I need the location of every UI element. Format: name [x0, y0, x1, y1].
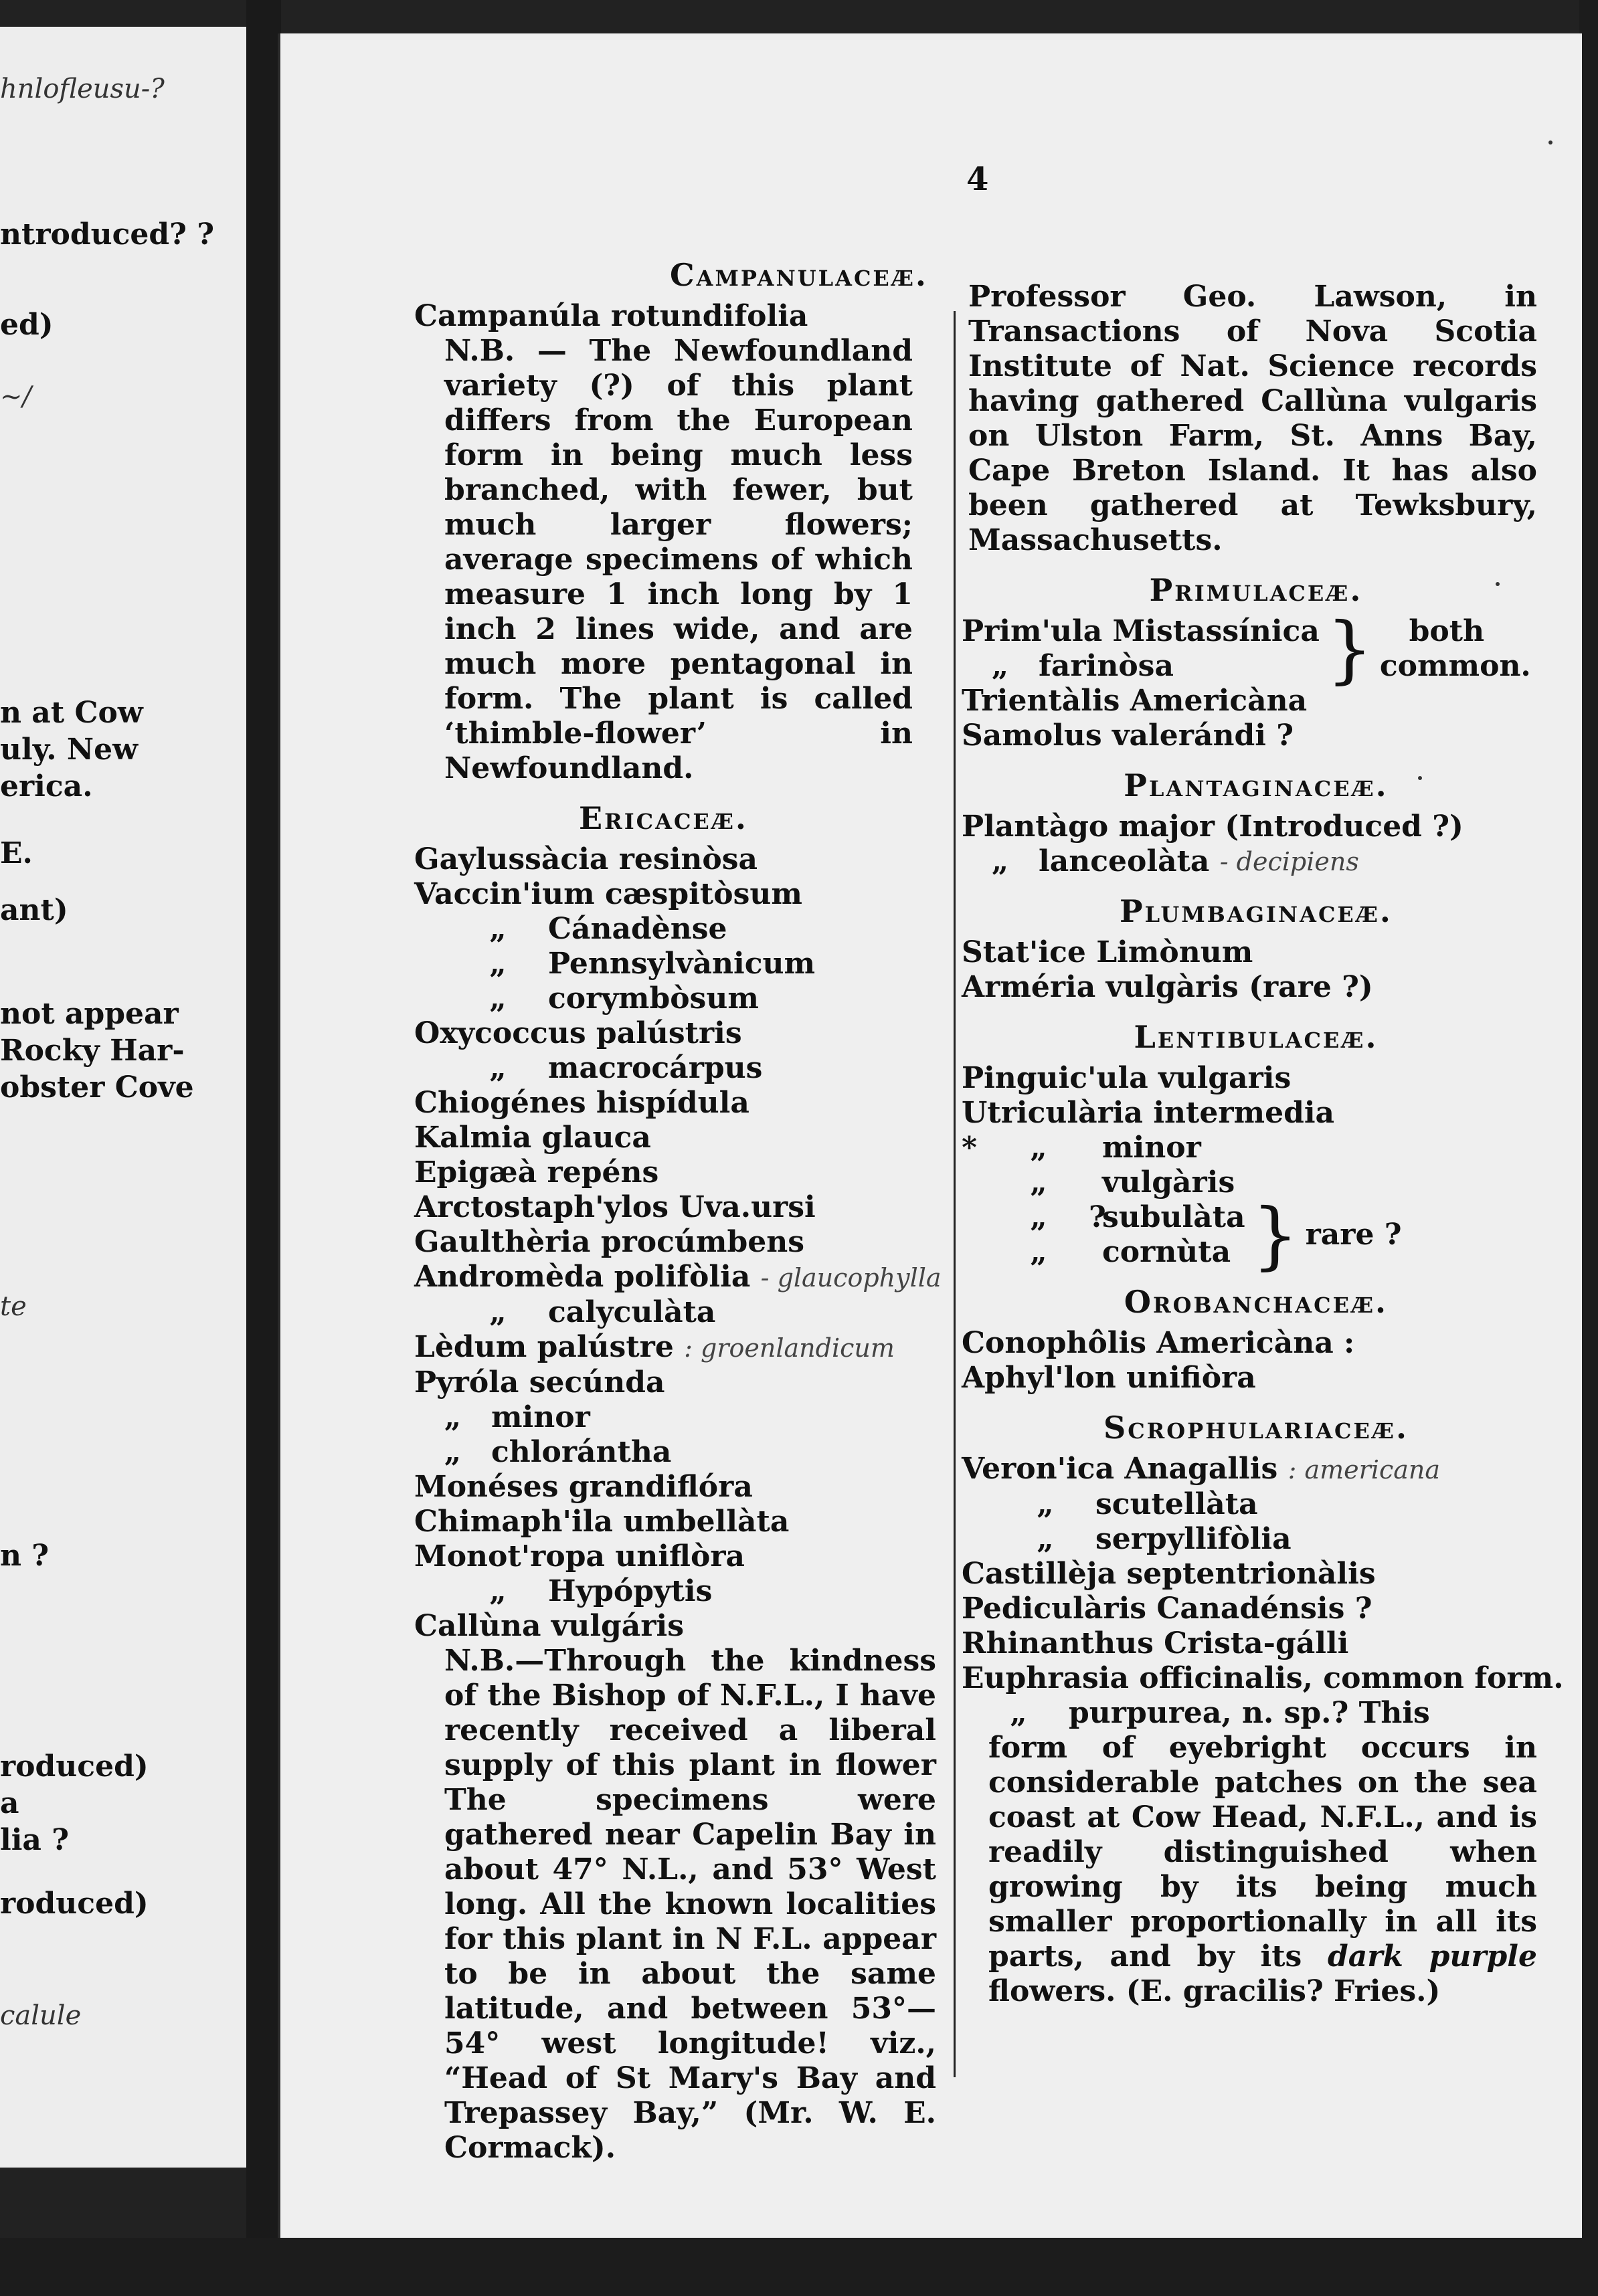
species-moneses: Monéses grandiflóra	[414, 1470, 753, 1504]
species-row	[962, 844, 1550, 879]
note-calluna: N.B.—Through the kindness of the Bishop of N.F.L., I have recently received a liberal supply of this plant in flower The specimens were gathered near Capelin Bay in about 47° N.L., and 53° West long. All the known localities for this plant in N F.L. appear to be in about the same latitude, and between 53°—54° west longitude! viz., “Head of St Mary's Bay and Trepassey Bay,” (Mr. W. E. Cormack).	[444, 1644, 936, 2165]
query-mark: ?	[1354, 1592, 1372, 1626]
note-purpurea	[988, 1731, 1537, 2009]
species-cornuta: cornùta	[1102, 1235, 1231, 1269]
scan-speck	[1418, 776, 1422, 780]
species-armeria: Arméria vulgàris (rare ?)	[962, 970, 1373, 1004]
species-minor: minor	[491, 1400, 590, 1434]
species-vulgaris: vulgàris	[1102, 1165, 1235, 1200]
scan-border-bottom	[0, 2238, 1598, 2296]
fragment-line: E.	[0, 836, 33, 870]
species-minor: minor	[1102, 1131, 1201, 1165]
scan-speck	[1496, 582, 1500, 586]
ditto-mark: „	[991, 649, 1009, 683]
handwritten-annotation: : groenlandicum	[684, 1333, 895, 1363]
fragment-line: hnlofleusu-?	[0, 74, 165, 104]
fragment-line: calule	[0, 2000, 82, 2031]
primula-group	[962, 606, 1550, 692]
fragment-line: uly. New	[0, 733, 138, 767]
species-pinguicula: Pinguic'ula vulgaris	[962, 1061, 1292, 1095]
species-kalmia: Kalmia glauca	[414, 1121, 651, 1155]
species-oxycoccus: Oxycoccus palústris	[414, 1016, 742, 1050]
handwritten-annotation: : americana	[1288, 1455, 1441, 1485]
species-castilleja: Castillèja septentrionàlis	[962, 1557, 1376, 1591]
species-epigaea: Epigæà repéns	[414, 1155, 659, 1189]
ditto-mark: „	[991, 844, 1009, 878]
note-purpurea-tail: flowers. (E. gracilis? Fries.)	[988, 1974, 1441, 2008]
asterisk-mark: *	[962, 1131, 978, 1165]
fragment-line: ~/	[0, 381, 31, 412]
species-euphrasia: Euphrasia officinalis, common form.	[962, 1661, 1564, 1695]
species-utricularia: Utriculària intermedia	[962, 1096, 1335, 1130]
species-ledum: Lèdum palústre	[414, 1330, 674, 1364]
species-arctostaphylos: Arctostaph'ylos Uva.ursi	[414, 1190, 816, 1224]
ditto-mark: „	[489, 947, 507, 981]
fragment-line: obster Cove	[0, 1070, 194, 1105]
species-calluna: Callùna vulgáris	[414, 1609, 684, 1643]
family-heading-ericaceae: Ericaceæ.	[579, 800, 748, 836]
page-number: 4	[966, 161, 989, 198]
species-row	[962, 649, 1320, 684]
ditto-mark: „	[1030, 1165, 1047, 1200]
species-veronica: Veron'ica Anagallis	[962, 1452, 1278, 1486]
utricularia-rare-group	[988, 1192, 1550, 1278]
scan-speck	[1548, 140, 1552, 145]
species-row	[995, 1522, 1550, 1557]
fragment-line: n ?	[0, 1539, 50, 1573]
species-purpurea: purpurea, n. sp.? This	[1069, 1696, 1430, 1730]
species-trientalis: Trientàlis Americàna	[962, 684, 1308, 718]
brace-note: both common.	[1379, 614, 1531, 683]
ditto-mark: „	[1030, 1235, 1047, 1269]
family-heading-scrophulariaceae: Scrophulariaceæ.	[1103, 1410, 1409, 1446]
species-serpyllifolia: serpyllifòlia	[1095, 1522, 1292, 1556]
species-lanceolata: lanceolàta	[1039, 844, 1210, 878]
right-column	[962, 280, 1564, 2009]
species-samolus-row	[962, 719, 1550, 753]
species-campanula: Campanúla rotundifolia	[414, 299, 808, 333]
family-heading-orobanchaceae: Orobanchaceæ.	[1124, 1284, 1389, 1320]
species-conopholis-row	[962, 1326, 1550, 1361]
species-chimaphila: Chimaph'ila umbellàta	[414, 1505, 790, 1539]
ditto-mark: „	[489, 1295, 507, 1329]
note-campanula: N.B. — The Newfoundland variety (?) of this plant differs from the European form in being much less branched, with fewer, but much larger flowers; average specimens of which measure 1 inch long by 1 inch 2 lines wide, and are much more pentagonal in form. The plant is called ‘thimble-flower’ in Newfoundland.	[444, 334, 913, 785]
family-heading-lentibulaceae: Lentibulaceæ.	[1134, 1019, 1379, 1055]
species-statice: Stat'ice Limònum	[962, 935, 1253, 969]
query-mark: ?	[1089, 1200, 1106, 1234]
ditto-mark: „	[444, 1400, 462, 1434]
ditto-mark: „	[489, 912, 507, 946]
species-rhinanthus: Rhinanthus Crista-gálli	[962, 1626, 1349, 1660]
scan-border-right	[1579, 0, 1598, 2296]
primula-names	[962, 614, 1320, 684]
species-andromeda: Andromèda polifòlia	[414, 1260, 751, 1294]
note-purpurea-emphasis: dark purple	[1327, 1939, 1537, 1974]
species-macrocarpus: macrocárpus	[548, 1051, 763, 1085]
species-farinosa: farinòsa	[1039, 649, 1174, 683]
species-samolus: Samolus valerándi	[962, 719, 1266, 753]
fragment-line: ntroduced? ?	[0, 217, 215, 252]
species-pedicularis: Pediculàris Canadénsis	[962, 1592, 1345, 1626]
fragment-line: ant)	[0, 893, 68, 927]
ditto-mark: „	[444, 1435, 462, 1469]
utricularia-rare-names	[988, 1200, 1245, 1270]
handwritten-annotation: - decipiens	[1219, 847, 1359, 876]
species-chiogenes: Chiogénes hispídula	[414, 1086, 749, 1120]
fragment-line: not appear	[0, 997, 179, 1031]
ditto-mark: „	[489, 981, 507, 1016]
ditto-mark: „	[489, 1574, 507, 1608]
brace: }	[1251, 1192, 1299, 1278]
brace-note: rare ?	[1305, 1218, 1402, 1252]
species-scutellata: scutellàta	[1095, 1487, 1258, 1521]
species-gaultheria: Gaulthèria procúmbens	[414, 1225, 804, 1259]
fragment-line: te	[0, 1291, 27, 1322]
family-heading-primulaceae: Primulaceæ.	[1149, 572, 1363, 608]
family-heading-campanulaceae: Campanulaceæ.	[670, 257, 928, 293]
fragment-line: a	[0, 1786, 19, 1820]
species-canadense: Cánadènse	[548, 912, 727, 946]
note-lawson: Professor Geo. Lawson, in Transactions of Nova Scotia Institute of Nat. Science records having gathered Callùna vulgaris on Ulston Farm, St. Anns Bay, Cape Breton Island. It has also been gathered at Tewksbury, Massachusetts.	[968, 280, 1537, 557]
species-row	[988, 1200, 1245, 1235]
ditto-mark: „	[1010, 1696, 1027, 1730]
fragment-line: ed)	[0, 308, 54, 342]
species-aphyllon: Aphyl'lon unifiòra	[962, 1361, 1256, 1395]
species-pedicularis-row	[962, 1592, 1550, 1626]
species-row	[962, 1131, 1550, 1165]
note-purpurea-text: form of eyebright occurs in considerable patches on the sea coast at Cow Head, N.F.L., and is readily distinguished when growing by its being much smaller proportionally in all its parts, and by its	[988, 1731, 1537, 1974]
species-conopholis: Conophôlis Americàna	[962, 1326, 1334, 1360]
query-mark: ?	[1276, 719, 1294, 753]
ditto-mark: „	[489, 1051, 507, 1085]
species-corymbosum: corymbòsum	[548, 981, 759, 1016]
species-gaylussacia: Gaylussàcia resinòsa	[414, 842, 758, 876]
ditto-mark: „	[1037, 1487, 1054, 1521]
fragment-line: erica.	[0, 769, 93, 803]
species-row	[988, 1235, 1245, 1270]
adjacent-page-fragment	[0, 27, 246, 2168]
fragment-line: n at Cow	[0, 696, 143, 730]
species-pyrola: Pyróla secúnda	[414, 1365, 665, 1400]
species-subulata: subulàta	[1102, 1200, 1245, 1234]
colon-mark: :	[1344, 1326, 1355, 1360]
fragment-line: Rocky Har-	[0, 1034, 185, 1068]
ditto-mark: „	[1030, 1131, 1047, 1165]
family-heading-plumbaginaceae: Plumbaginaceæ.	[1120, 893, 1393, 929]
species-veronica-row	[962, 1452, 1550, 1487]
book-gutter	[246, 0, 281, 2296]
fragment-line: roduced)	[0, 1887, 149, 1921]
family-heading-plantaginaceae: Plantaginaceæ.	[1124, 767, 1389, 803]
species-primula: Prim'ula Mistassínica	[962, 614, 1320, 648]
species-vaccinium: Vaccin'ium cæspitòsum	[414, 877, 802, 911]
species-row	[995, 1487, 1550, 1522]
species-pennsylvanicum: Pennsylvànicum	[548, 947, 816, 981]
species-hypopytis: Hypópytis	[548, 1574, 713, 1608]
fragment-line: lia ?	[0, 1823, 70, 1857]
page	[278, 33, 1582, 2241]
brace: }	[1326, 606, 1373, 692]
ditto-mark: „	[1030, 1200, 1047, 1234]
fragment-line: roduced)	[0, 1749, 149, 1784]
species-plantago: Plantàgo major (Introduced ?)	[962, 809, 1463, 844]
species-chlorantha: chlorántha	[491, 1435, 672, 1469]
ditto-mark: „	[1037, 1522, 1054, 1556]
species-monotropa: Monot'ropa uniflòra	[414, 1539, 745, 1573]
species-calyculata: calyculàta	[548, 1295, 716, 1329]
species-row	[968, 1696, 1550, 1731]
handwritten-annotation: - glaucophylla	[760, 1263, 942, 1293]
